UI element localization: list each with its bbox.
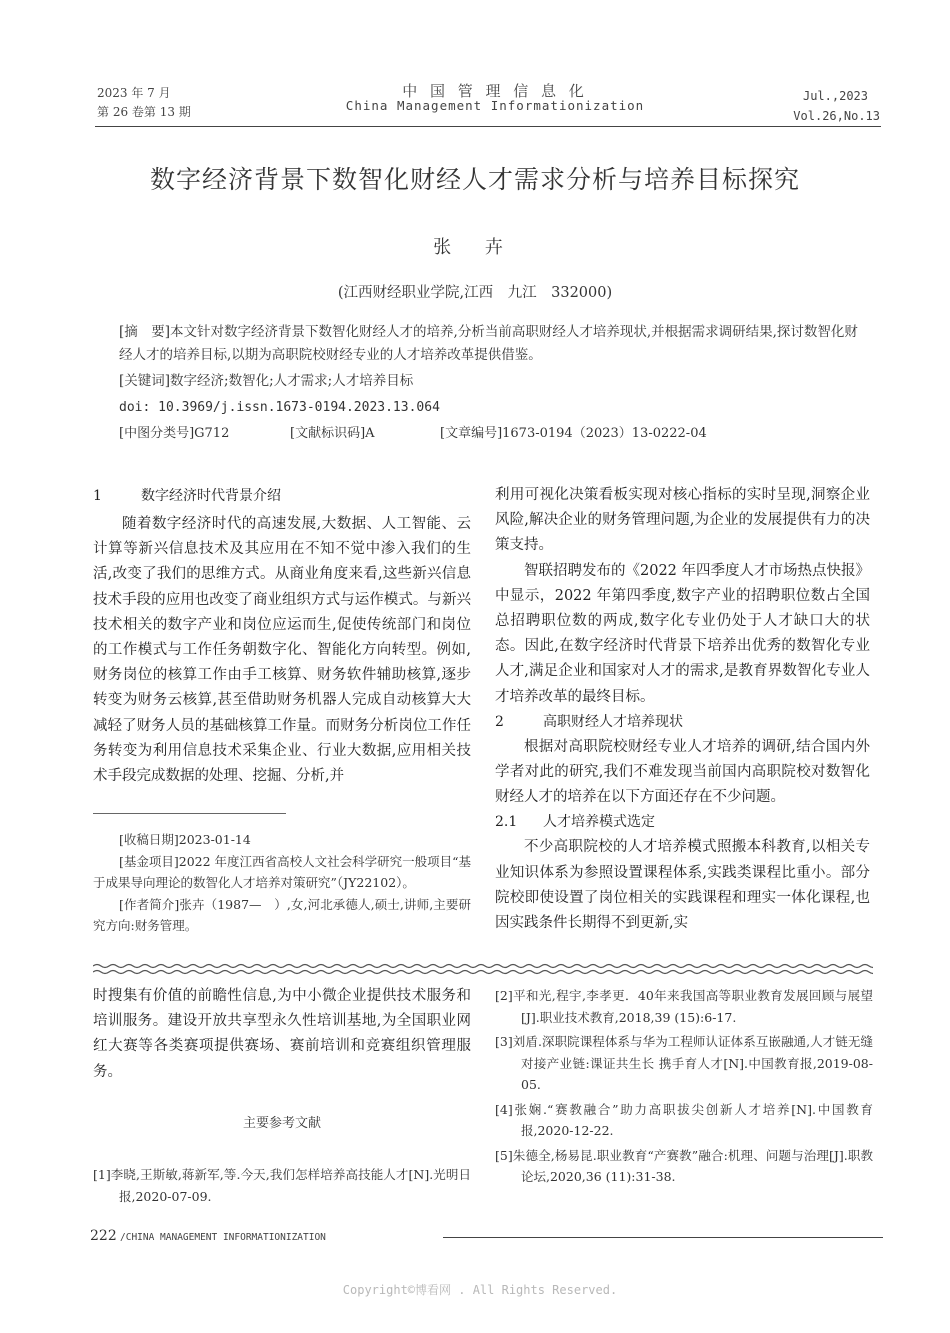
paragraph: 时搜集有价值的前瞻性信息,为中小微企业提供技术服务和培训服务。建设开放共享型永久性培训基地,为全国职业网红大赛等各类赛项提供赛场、赛前培训和竞赛组织管理服务。: [93, 988, 471, 1080]
journal-name-cn: 中 国 管 理 信 息 化: [402, 82, 588, 100]
page-number: 222: [90, 1228, 117, 1244]
references-left: [93, 1164, 471, 1207]
document-code: [文献标识码]A: [290, 426, 375, 441]
references-title: 主要参考文献: [242, 1116, 321, 1131]
footer-journal: /CHINA MANAGEMENT INFORMATIONIZATION: [120, 1232, 326, 1243]
section-title: 人才培养模式选定: [543, 814, 655, 831]
abstract-label: [摘 要]: [119, 324, 171, 340]
section-number: 2.1: [495, 814, 518, 831]
section-number: 2: [495, 713, 504, 730]
paragraph: 根据对高职院校财经专业人才培养的调研,结合国内外学者对此的研究,我们不难发现当前国内高职院校对数智化财经人才的培养在以下方面还存在不少问题。: [495, 738, 870, 806]
paragraph: 不少高职院校的人才培养模式照搬本科教育,以相关专业知识体系为参照设置课程体系,实践类课程比重小。部分院校即使设置了岗位相关的实践课程和理实一体化课程,也因实践条件长期得不到更新,实: [495, 839, 870, 932]
doi: doi: 10.3969/j.issn.1673-0194.2023.13.064: [119, 400, 440, 415]
reference-item: [2]平和光,程宇,李孝更．40年来我国高等职业教育发展回顾与展望[J].职业技术教育,2018,39 (15):6-17.: [495, 988, 873, 1025]
issue-volume-cn: 第 26 卷第 13 期: [97, 105, 191, 119]
issue-date-cn: 2023 年 7 月: [97, 86, 171, 100]
author-bio: [作者简介]张卉（1987— ）,女,河北承德人,硕士,讲师,主要研究方向:财务管理。: [93, 896, 471, 933]
keywords-label: [关键词]: [119, 373, 171, 389]
footnotes: [93, 829, 471, 937]
issue-date-en: Jul.,2023: [802, 89, 868, 103]
section-2-1-heading: [495, 810, 870, 835]
copyright-watermark: Copyright©博看网 . All Rights Reserved.: [342, 1283, 618, 1297]
header-rule: [95, 126, 881, 127]
section-number: 1: [93, 488, 102, 504]
keywords-text: 数字经济;数智化;人才需求;人才培养目标: [170, 373, 414, 389]
references-right: [495, 985, 873, 1188]
article-title: 数字经济背景下数智化财经人才需求分析与培养目标探究: [149, 165, 800, 194]
reference-item: [4]张娴.“赛教融合”助力高职拔尖创新人才培养[N].中国教育报,2020-12-22.: [495, 1101, 873, 1138]
lower-left-body: [93, 984, 471, 1085]
paragraph: 利用可视化决策看板实现对核心指标的实时呈现,洞察企业风险,解决企业的财务管理问题,为企业的发展提供有力的决策支持。: [495, 487, 870, 554]
section-2-heading: [495, 710, 870, 735]
author-affiliation: (江西财经职业学院,江西 九江 332000): [337, 285, 613, 301]
footnote-rule: [93, 813, 286, 814]
right-column-body: [495, 483, 870, 936]
section-title: 数字经济时代背景介绍: [141, 488, 281, 504]
abstract: [119, 321, 859, 367]
clc-number: [中图分类号]G712: [119, 426, 230, 441]
paragraph: 智联招聘发布的《2022 年四季度人才市场热点快报》中显示，2022 年第四季度,数字产业的招聘职位数占全国总招聘职位数的两成,数字化专业仍处于人才缺口大的状态。因此,在数字经济时代背景下培养出优秀的数智化专业人才,满足企业和国家对人才的需求,是教育界数智化专业人才培养改革的最终目标。: [495, 562, 871, 705]
keywords: [119, 370, 413, 393]
reference-item: [1]李晓,王斯敏,蒋新军,等.今天,我们怎样培养高技能人才[N].光明日报,2020-07-09.: [93, 1167, 471, 1204]
left-column-body: [93, 512, 471, 789]
paragraph: 随着数字经济时代的高速发展,大数据、人工智能、云计算等新兴信息技术及其应用在不知不觉中渗入我们的生活,改变了我们的思维方式。从商业角度来看,这些新兴信息技术手段的应用也改变了商业组织方式与运作模式。与新兴技术相关的数字产业和岗位应运而生,促使传统部门和岗位的工作模式与工作任务朝数字化、智能化方向转型。例如,财务岗位的核算工作由手工核算、财务软件辅助核算,逐步转变为财务云核算,甚至借助财务机器人完成自动核算大大减轻了财务人员的基础核算工作量。而财务分析岗位工作任务转变为利用信息技术采集企业、行业大数据,应用相关技术手段完成数据的处理、挖掘、分析,并: [93, 516, 471, 785]
fund-project: [基金项目]2022 年度江西省高校人文社会科学研究一般项目“基于成果导向理论的数智化人才培养对策研究”（JY22102）。: [93, 853, 471, 890]
abstract-text: 本文针对数字经济背景下数智化财经人才的培养,分析当前高职财经人才培养现状,并根据需求调研结果,探讨数智化财经人才的培养目标,以期为高职院校财经专业的人才培养改革提供借鉴。: [119, 324, 858, 363]
reference-item: [5]朱德全,杨易昆.职业教育“产赛教”融合:机理、问题与治理[J].职教论坛,2020,36 (11):31-38.: [495, 1147, 873, 1184]
reference-item: [3]刘盾.深职院课程体系与华为工程师认证体系互嵌融通,人才链无缝对接产业链:课证共生长 携手育人才[N].中国教育报,2019-08-05.: [495, 1034, 873, 1092]
received-date: [收稿日期]2023-01-14: [119, 832, 251, 847]
section-title: 高职财经人才培养现状: [543, 713, 683, 730]
article-number: [文章编号]1673-0194（2023）13-0222-04: [440, 426, 707, 441]
page-break-wave: [93, 962, 873, 976]
section-1-heading: [93, 484, 281, 509]
journal-name-en: China Management Informationization: [345, 98, 645, 113]
issue-volume-en: Vol.26,No.13: [793, 109, 880, 123]
article-author: 张 卉: [433, 237, 517, 258]
footer-rule: [443, 1237, 883, 1238]
